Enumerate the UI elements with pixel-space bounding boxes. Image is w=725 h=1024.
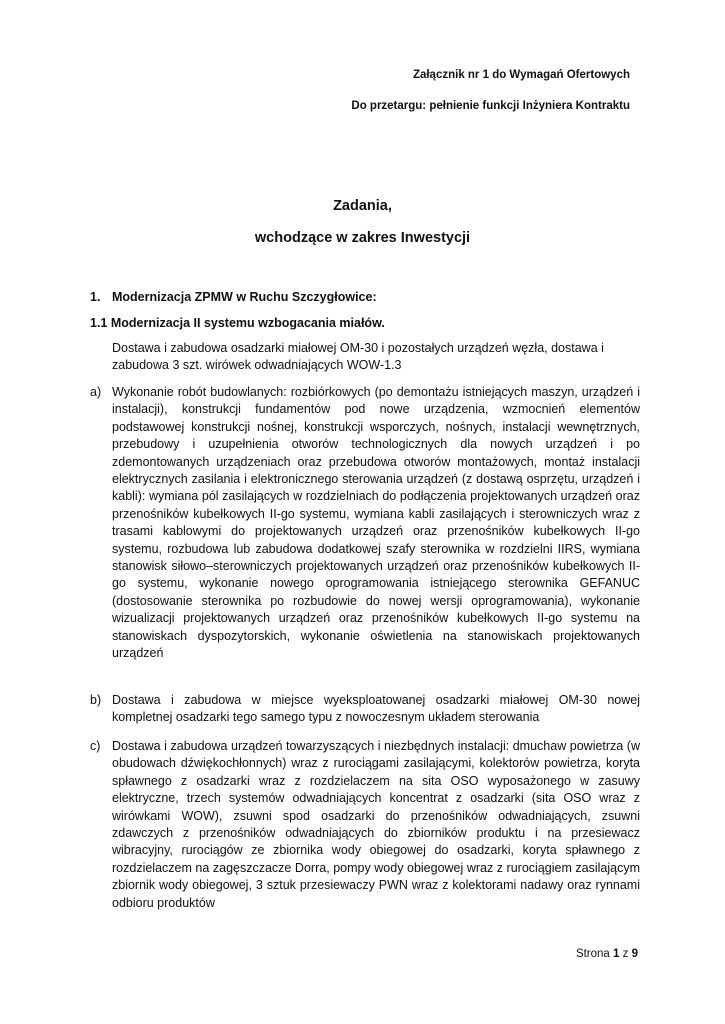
- header-attachment: Załącznik nr 1 do Wymagań Ofertowych: [412, 69, 630, 81]
- subsection-number: 1.1: [90, 316, 108, 330]
- page-number-separator: z: [622, 948, 629, 960]
- page-number-prefix: Strona: [575, 948, 610, 960]
- list-item: [90, 384, 640, 663]
- intro-paragraph: Dostawa i zabudowa osadzarki miałowej OM-30 i pozostałych urządzeń węzła, dostawa i zabudowa 3 szt. wirówek odwadniających WOW-1.3: [112, 341, 604, 373]
- subsection-title: Modernizacja II systemu wzbogacania miałów.: [110, 316, 385, 330]
- subsection-heading: [90, 316, 385, 330]
- list-item-text: Dostawa i zabudowa urządzeń towarzyszących i niezbędnych instalacji: dmuchaw powietrza (w obudowach dźwiękochłonnych) wraz z rurociągami zasilającymi, kolektorów powietrza, koryta spławnego z osadzarki wraz z rozdzielaczem na sita OSO wyposażonego w zasuwy elektryczne, trzech systemów odwadniających koncentrat z osadzarki (sita OSO wraz z wirówkami WOW), zsuwni spod osadzarki do przenośników odwadniających, zsuwni zdawczych z przenośników odwadniających do zbiorników produktu i na przesiewacz wibracyjny, rurociągów ze zbiornika wody obiegowej do osadzarki, koryta spławnego z rozdzielaczem na zagęszczacze Dorra, pompy wody obiegowej wraz z rurociągiem zasilającym zbiornik wody obiegowej, 3 sztuk przesiewaczy PWN wraz z kolektorami nadawy oraz rynnami odbioru produktów: [112, 739, 640, 910]
- list-item: [90, 692, 640, 727]
- list-item-label: c): [90, 739, 101, 753]
- section-heading: [90, 290, 377, 304]
- list-item-text: Dostawa i zabudowa w miejsce wyeksploatowanej osadzarki miałowej OM-30 nowej kompletnej osadzarki tego samego typu z nowoczesnym układem sterowania: [112, 693, 640, 725]
- list-item-text: Wykonanie robót budowlanych: rozbiórkowych (po demontażu istniejących maszyn, urządzeń i instalacji), konstrukcji fundamentów pod nowe urządzenia, wzmocnień elementów podstawowej konstrukcji nośnej, konstrukcji wsporczych, nośnych, instalacji wewnętrznych, przebudowy i uzupełnienia otworów technologicznych dla nowych urządzeń i po zdemontowanych urządzeniach oraz przebudowa otworów montażowych, montaż instalacji elektrycznych zasilania i elektronicznego sterowania urządzeń (z dostawą osprzętu, urządzeń i kabli): wymiana pól zasilających w rozdzielniach do podłączenia projektowanych urządzeń oraz przenośników kubełkowych II-go systemu, wymiana kabli zasilających i sterowniczych wraz z trasami kablowymi do projektowanych urządzeń oraz przenośników kubełkowych II-go systemu, rozbudowa lub zabudowa dodatkowej szafy sterownika w rozdzielni IIRS, wymiana stanowisk siłowo–sterowniczych projektowanych urządzeń oraz przenośników kubełkowych II-go systemu, wykonanie nowego oprogramowania istniejącego sterownika GEFANUC (dostosowanie sterownika po rozbudowie do nowej wersji oprogramowania), wykonanie wizualizacji projektowanych urządzeń oraz przenośników kubełkowych II-go systemu na stanowiskach dyspozytorskich, wykonanie oświetlenia na stanowiskach projektowanych urządzeń: [112, 385, 640, 661]
- page-number: [576, 948, 638, 960]
- list-item-label: b): [90, 693, 102, 707]
- list-item: [90, 738, 640, 912]
- document-subtitle: wchodzące w zakres Inwestycji: [254, 230, 471, 246]
- page-number-total: 9: [631, 948, 638, 960]
- header-tender: Do przetargu: pełnienie funkcji Inżyniera Kontraktu: [351, 100, 630, 112]
- list-item-label: a): [90, 385, 102, 399]
- section-title: Modernizacja ZPMW w Ruchu Szczygłowice:: [112, 290, 377, 304]
- document-title: Zadania,: [333, 198, 392, 214]
- page-number-current: 1: [613, 948, 620, 960]
- section-number: 1.: [90, 290, 101, 304]
